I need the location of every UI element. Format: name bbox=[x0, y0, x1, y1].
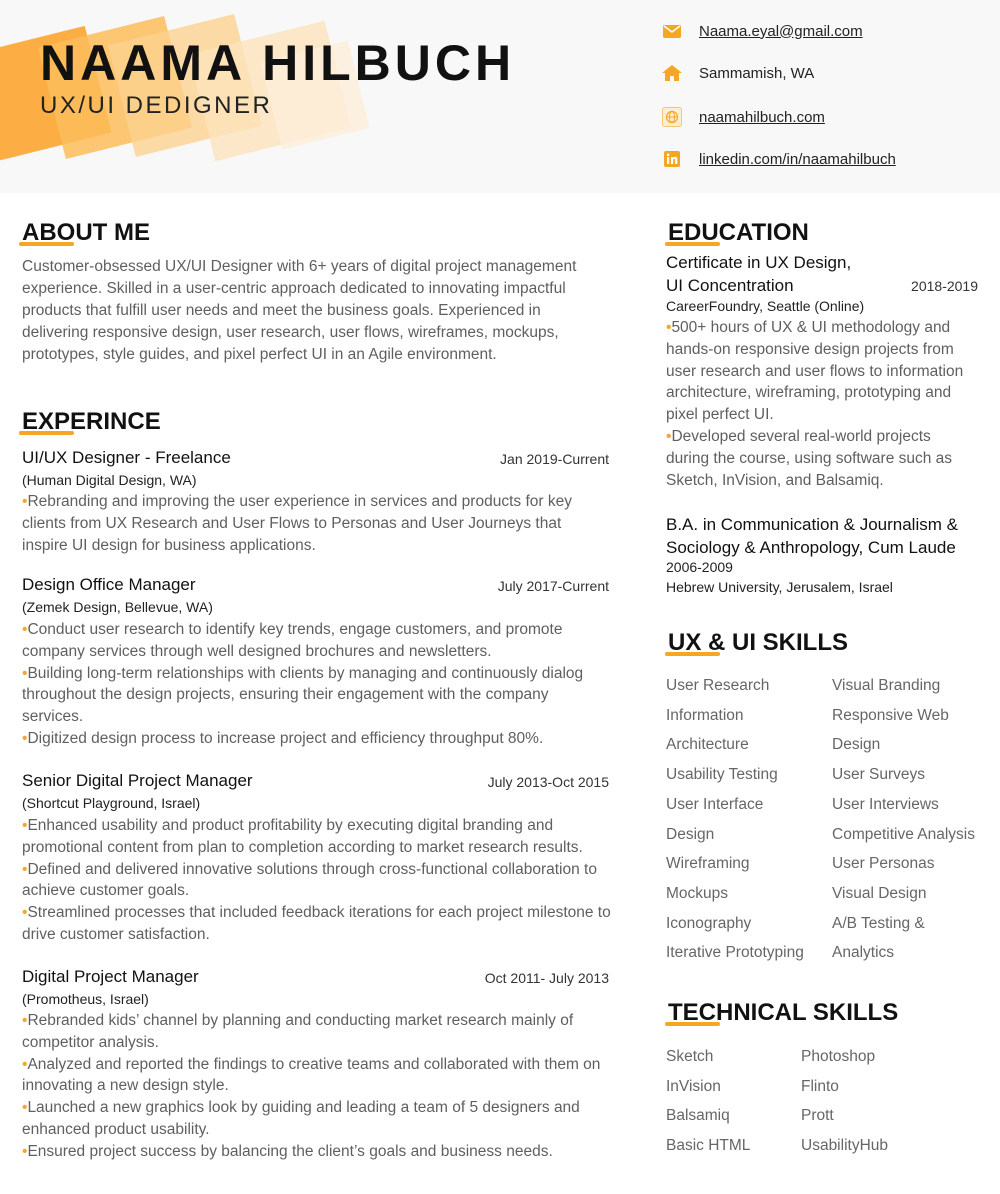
bullet-item: • Streamlined processes that included feedback iterations for each project milestone to drive customer satisfaction. bbox=[22, 902, 617, 946]
bullet-item: • Launched a new graphics look by guiding and leading a team of 5 designers and enhanced product usability. bbox=[22, 1097, 612, 1141]
skill-item: Basic HTML bbox=[666, 1137, 751, 1155]
bullet-item: • Defined and delivered innovative solutions through cross-functional collaboration to achieve customer goals. bbox=[22, 859, 617, 903]
ux-skills-heading: UX & UI SKILLS bbox=[668, 629, 848, 657]
skill-item: Design bbox=[666, 825, 715, 843]
skill-item: Flinto bbox=[801, 1077, 839, 1095]
job-title: Digital Project Manager bbox=[22, 967, 199, 986]
experience-heading: EXPERINCE bbox=[22, 408, 161, 436]
job-date: Oct 2011- July 2013 bbox=[484, 970, 609, 986]
edu-date: 2018-2019 bbox=[911, 278, 978, 294]
tech-skills-col-1 bbox=[666, 1042, 750, 1161]
edu-title-line: UI Concentration bbox=[666, 276, 794, 295]
bullet-item: • Conduct user research to identify key trends, engage customers, and promote company services through well designed brochures and newsletters. bbox=[22, 619, 612, 663]
skill-item: Wireframing bbox=[666, 855, 750, 873]
job-title: UI/UX Designer - Freelance bbox=[22, 448, 231, 467]
job-bullets bbox=[22, 815, 617, 946]
skill-item: User Research bbox=[666, 677, 770, 694]
job-bullets bbox=[22, 1010, 612, 1163]
job-date: July 2017-Current bbox=[497, 578, 609, 594]
job-title: Design Office Manager bbox=[22, 575, 196, 594]
linkedin-link[interactable]: linkedin.com/in/naamahilbuch bbox=[699, 150, 896, 168]
skill-item: Visual Branding bbox=[832, 677, 941, 694]
contact-location bbox=[662, 63, 814, 83]
contact-email bbox=[662, 21, 863, 41]
skill-item: User Surveys bbox=[832, 766, 926, 784]
bullet-item: • Building long-term relationships with clients by managing and continuously dialog throughout the design projects, ensuring their engagement with the company services. bbox=[22, 663, 612, 728]
skill-item: Information bbox=[666, 706, 744, 724]
job-org: (Human Digital Design, WA) bbox=[22, 472, 197, 488]
skill-item: Architecture bbox=[666, 736, 749, 754]
ux-skills-col-2 bbox=[832, 671, 975, 968]
skill-item: Responsive Web bbox=[832, 706, 949, 724]
skill-item: Iconography bbox=[666, 914, 752, 932]
skill-item: Mockups bbox=[666, 884, 729, 902]
bullet-item: • Developed several real-world projects during the course, using software such as Sketch, InVision, and Balsamiq. bbox=[666, 426, 976, 491]
skill-item: InVision bbox=[666, 1077, 721, 1095]
skill-item: User Personas bbox=[832, 855, 935, 873]
skill-item: Iterative Prototyping bbox=[666, 944, 804, 962]
job-date: July 2013-Oct 2015 bbox=[487, 774, 609, 790]
job-title: Senior Digital Project Manager bbox=[22, 771, 253, 790]
edu-bullets bbox=[666, 317, 976, 491]
envelope-icon bbox=[662, 21, 682, 41]
contact-linkedin bbox=[662, 149, 896, 169]
skill-item: Prott bbox=[801, 1107, 834, 1125]
skill-item: Competitive Analysis bbox=[832, 825, 976, 843]
home-icon bbox=[662, 63, 682, 83]
ux-skills-col-1 bbox=[666, 671, 804, 968]
candidate-name: NAAMA HILBUCH bbox=[40, 35, 516, 91]
tech-skills-col-2 bbox=[801, 1042, 888, 1161]
job-bullets bbox=[22, 491, 607, 556]
skill-item: Visual Design bbox=[832, 884, 927, 902]
about-heading: ABOUT ME bbox=[22, 219, 150, 247]
bullet-item: • Digitized design process to increase project and efficiency throughput 80%. bbox=[22, 728, 612, 750]
job-org: (Zemek Design, Bellevue, WA) bbox=[22, 599, 213, 615]
website-link[interactable]: naamahilbuch.com bbox=[699, 108, 825, 126]
tech-skills-heading: TECHNICAL SKILLS bbox=[668, 999, 898, 1027]
skill-item: Photoshop bbox=[801, 1048, 876, 1065]
candidate-title: UX/UI DEDIGNER bbox=[40, 92, 273, 119]
education-heading: EDUCATION bbox=[668, 219, 809, 247]
skill-item: Sketch bbox=[666, 1048, 714, 1065]
skill-item: Analytics bbox=[832, 944, 895, 962]
skill-item: A/B Testing & bbox=[832, 914, 925, 932]
edu-school: CareerFoundry, Seattle (Online) bbox=[666, 298, 865, 314]
globe-icon bbox=[662, 107, 682, 127]
skill-item: UsabilityHub bbox=[801, 1137, 889, 1155]
skill-item: Balsamiq bbox=[666, 1107, 730, 1125]
job-org: (Shortcut Playground, Israel) bbox=[22, 795, 201, 811]
edu-school: Hebrew University, Jerusalem, Israel bbox=[666, 579, 893, 595]
edu-title bbox=[666, 251, 851, 297]
skill-item: User Interface bbox=[666, 795, 764, 813]
contact-website bbox=[662, 107, 825, 127]
job-org: (Promotheus, Israel) bbox=[22, 991, 149, 1007]
edu-title: B.A. in Communication & Journalism & Sociology & Anthropology, Cum Laude bbox=[666, 515, 958, 557]
about-text: Customer-obsessed UX/UI Designer with 6+ years of digital project management experience. Skilled in a user-centric approach dedicated to innovating impactful products that fulfill user needs and meet the business goals. Experienced in delivering responsive design, user research, user flows, wireframes, mockups, prototypes, style guides, and pixel perfect UI in an Agile environment. bbox=[22, 258, 577, 363]
bullet-item: • 500+ hours of UX & UI methodology and hands-on responsive design projects from user research and user flows to information architecture, wireframing, prototyping and pixel perfect UI. bbox=[666, 317, 976, 426]
bullet-item: • Enhanced usability and product profitability by executing digital branding and promotional content from plan to completion according to market research results. bbox=[22, 815, 617, 859]
email-link[interactable]: Naama.eyal@gmail.com bbox=[699, 22, 863, 40]
job-bullets bbox=[22, 619, 612, 750]
bullet-item: • Ensured project success by balancing the client’s goals and business needs. bbox=[22, 1141, 612, 1163]
linkedin-icon bbox=[662, 149, 682, 169]
edu-date: 2006-2009 bbox=[666, 559, 733, 575]
job-date: Jan 2019-Current bbox=[500, 451, 609, 467]
resume-header bbox=[0, 0, 1000, 193]
skill-item: User Interviews bbox=[832, 795, 939, 813]
bullet-item: • Analyzed and reported the findings to creative teams and collaborated with them on innovating a new design style. bbox=[22, 1054, 612, 1098]
location-text: Sammamish, WA bbox=[699, 64, 815, 82]
edu-title-line: Certificate in UX Design, bbox=[666, 253, 852, 272]
skill-item: Usability Testing bbox=[666, 766, 778, 784]
bullet-item: • Rebranding and improving the user experience in services and products for key clients from UX Research and User Flows to Personas and User Journeys that inspire UI design for business applications. bbox=[22, 491, 607, 556]
bullet-item: • Rebranded kids’ channel by planning and conducting market research mainly of competitor analysis. bbox=[22, 1010, 612, 1054]
skill-item: Design bbox=[832, 736, 881, 754]
